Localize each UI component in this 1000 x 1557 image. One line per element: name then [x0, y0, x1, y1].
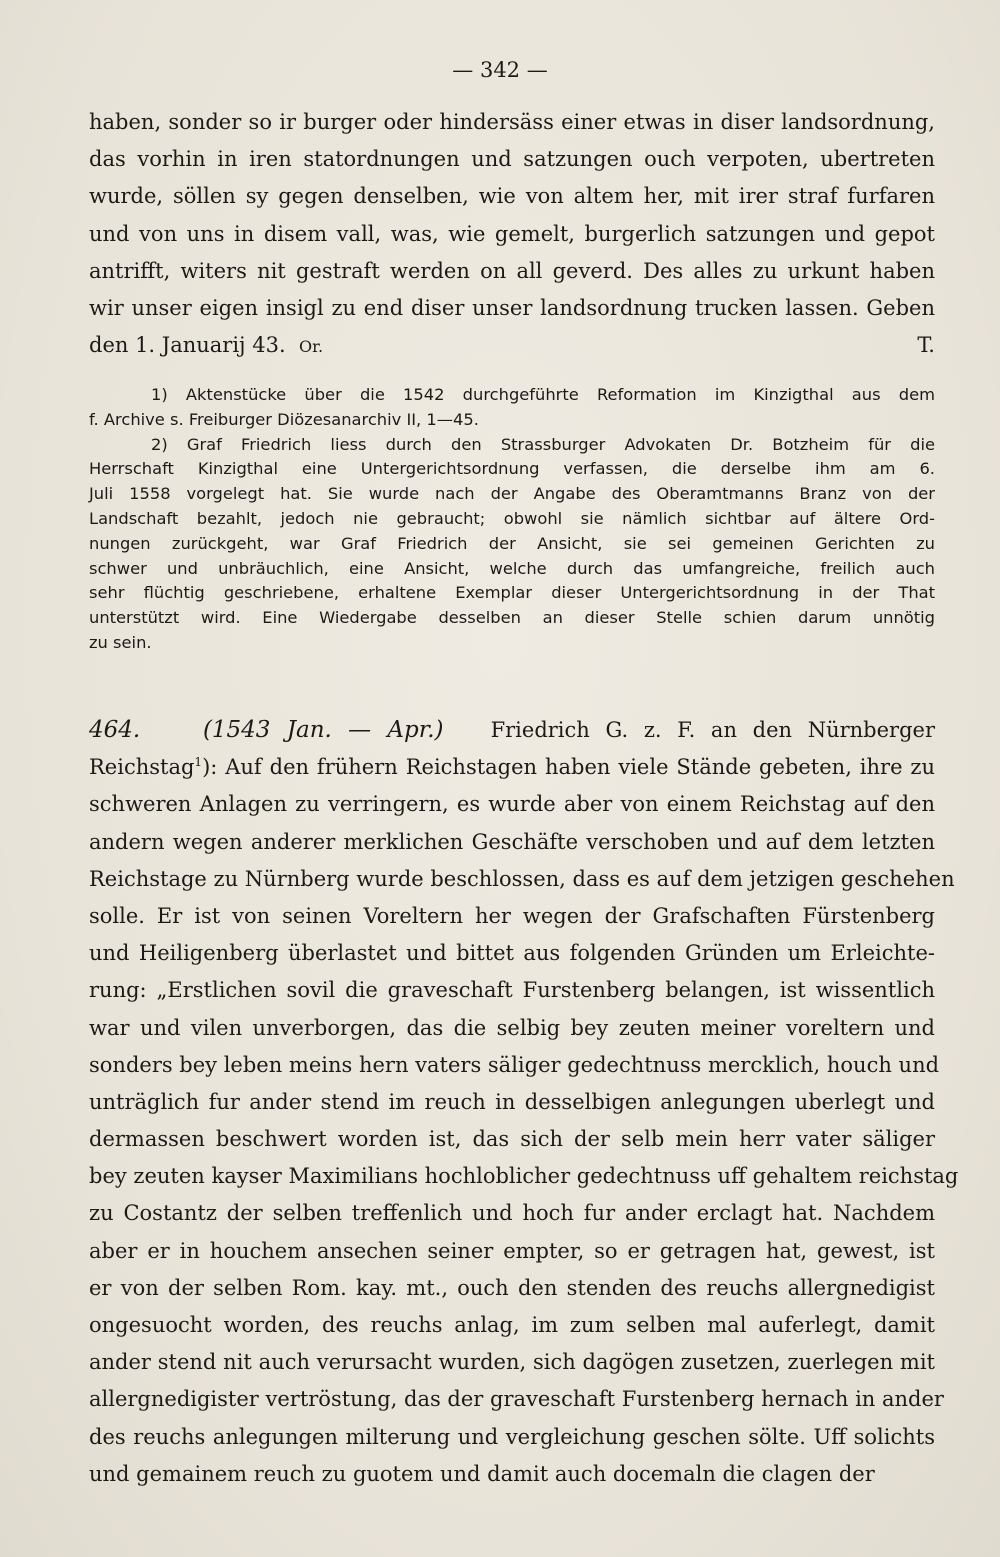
continued-text-line: wurde, söllen sy gegen denselben, wie von altem her, mit irer straf furfaren: [89, 184, 935, 209]
date-line-left: [89, 327, 323, 365]
entry-text-line: ander stend nit auch verursacht wurden, sich dagögen zusetzen, zuerlegen mit: [89, 1350, 935, 1375]
footnote-line: nungen zurückgeht, war Graf Friedrich der Ansicht, sie sei gemeinen Gerichten zu: [89, 533, 935, 553]
footnote-line: unterstützt wird. Eine Wiedergabe desselben an dieser Stelle schien darum unnötig: [89, 608, 935, 628]
date-text: den 1. Januarij 43.: [89, 333, 286, 358]
entry-line2-text: ): Auf den frühern Reichstagen haben viele Stände gebeten, ihre zu: [202, 755, 935, 780]
entry-heading: [89, 712, 935, 749]
entry-recipient: Reichstag: [89, 755, 195, 780]
entry-text-line: andern wegen anderer merklichen Geschäfte verschoben und auf dem letzten: [89, 829, 935, 854]
continued-text-line: und von uns in disem vall, was, wie gemelt, burgerlich satzungen und gepot: [89, 221, 935, 246]
footnote-line: Herrschaft Kinzigthal eine Untergerichtsordnung verfassen, die derselbe ihm am 6.: [89, 459, 935, 479]
signature-initial: T.: [917, 333, 935, 358]
entry-text-lines: [89, 786, 959, 1493]
entry-text-line: solle. Er ist von seinen Voreltern her wegen der Grafschaften Fürstenberg: [89, 903, 935, 928]
entry-text-line: er von der selben Rom. kay. mt., ouch den stenden des reuchs allergnedigist: [89, 1275, 935, 1300]
page-number: — 342 —: [452, 58, 548, 82]
footnote-line: 2) Graf Friedrich liess durch den Strassburger Advokaten Dr. Botzheim für die: [151, 434, 935, 454]
original-mark: Or.: [299, 337, 324, 357]
footnote-line: Landschaft bezahlt, jedoch nie gebraucht; obwohl sie nämlich sichtbar auf ältere Ord-: [89, 508, 935, 528]
entry-text-line: war und vilen unverborgen, das die selbig bey zeuten meiner voreltern und: [89, 1015, 935, 1040]
entry-text-line: und gemainem reuch zu guotem und damit auch docemaln die clagen der: [89, 1461, 875, 1486]
footnotes: [89, 383, 935, 656]
footnote-line: 1) Aktenstücke über die 1542 durchgeführte Reformation im Kinzigthal aus dem: [151, 385, 935, 404]
entry-text-line: ongesuocht worden, des reuchs anlag, im zum selben mal auferlegt, damit: [89, 1313, 935, 1337]
footnote-line: zu sein.: [89, 632, 152, 652]
entry-text-line: dermassen beschwert worden ist, das sich der selb mein herr vater säliger: [89, 1127, 935, 1152]
entry-text-line: schweren Anlagen zu verringern, es wurde aber von einem Reichstag auf den: [89, 792, 935, 817]
continued-text-line: haben, sonder so ir burger oder hindersäss einer etwas in diser landsordnung,: [89, 110, 935, 134]
entry-text-line: Reichstage zu Nürnberg wurde beschlossen, dass es auf dem jetzigen geschehen: [89, 866, 955, 891]
entry-number: 464.: [89, 717, 141, 743]
entry-text-line: und Heiligenberg überlastet und bittet aus folgenden Gründen um Erleichte-: [89, 941, 935, 966]
entry-text-line: aber er in houchem ansechen seiner empter, so er getragen hat, gewest, ist: [89, 1238, 935, 1263]
continued-text-line: wir unser eigen insigl zu end diser unser landsordnung trucken lassen. Geben: [89, 295, 935, 320]
footnote-line: schwer und unbräuchlich, eine Ansicht, welche durch das umfangreiche, freilich auch: [89, 558, 935, 578]
signature-line: [89, 327, 935, 365]
entry-date: (1543 Jan. — Apr.): [202, 717, 444, 743]
continued-text-line: antrifft, witers nit gestraft werden on all geverd. Des alles zu urkunt haben: [89, 258, 935, 283]
footnote-line: f. Archive s. Freiburger Diözesanarchiv II, 1—45.: [89, 409, 479, 429]
footnote-line: sehr flüchtig geschriebene, erhaltene Exemplar dieser Untergerichtsordnung in der That: [89, 583, 935, 603]
entry-text-line: sonders bey leben meins hern vaters säliger gedechtnuss mercklich, houch und: [89, 1052, 940, 1077]
continued-text-line: das vorhin in iren statordnungen und satzungen ouch verpoten, ubertreten: [89, 147, 935, 172]
entry-text-line: bey zeuten kayser Maximilians hochloblicher gedechtnuss uff gehaltem reichstag: [89, 1164, 959, 1189]
entry-text-line: rung: „Erstlichen sovil die graveschaft Furstenberg belangen, ist wissentlich: [89, 978, 935, 1003]
entry-text-line: unträglich fur ander stend im reuch in desselbigen anlegungen uberlegt und: [89, 1089, 935, 1114]
entry-text-line: allergnedigister vertröstung, das der graveschaft Furstenberg hernach in ander: [89, 1387, 944, 1412]
entry-text-line: des reuchs anlegungen milterung und vergleichung geschen sölte. Uff solichts: [89, 1424, 935, 1449]
continued-text-block: [89, 104, 935, 365]
entry-text-line: zu Costantz der selben treffenlich und hoch fur ander erclagt hat. Nachdem: [89, 1201, 935, 1226]
entry-heading-text: Friedrich G. z. F. an den Nürnberger: [490, 718, 935, 742]
footnote-ref: 1: [194, 755, 203, 770]
footnote-line: Juli 1558 vorgelegt hat. Sie wurde nach der Angabe des Oberamtmanns Branz von der: [89, 484, 935, 504]
entry-line-2: [89, 749, 935, 786]
entry-464: [89, 712, 959, 1493]
continued-text-lines: [89, 104, 935, 327]
